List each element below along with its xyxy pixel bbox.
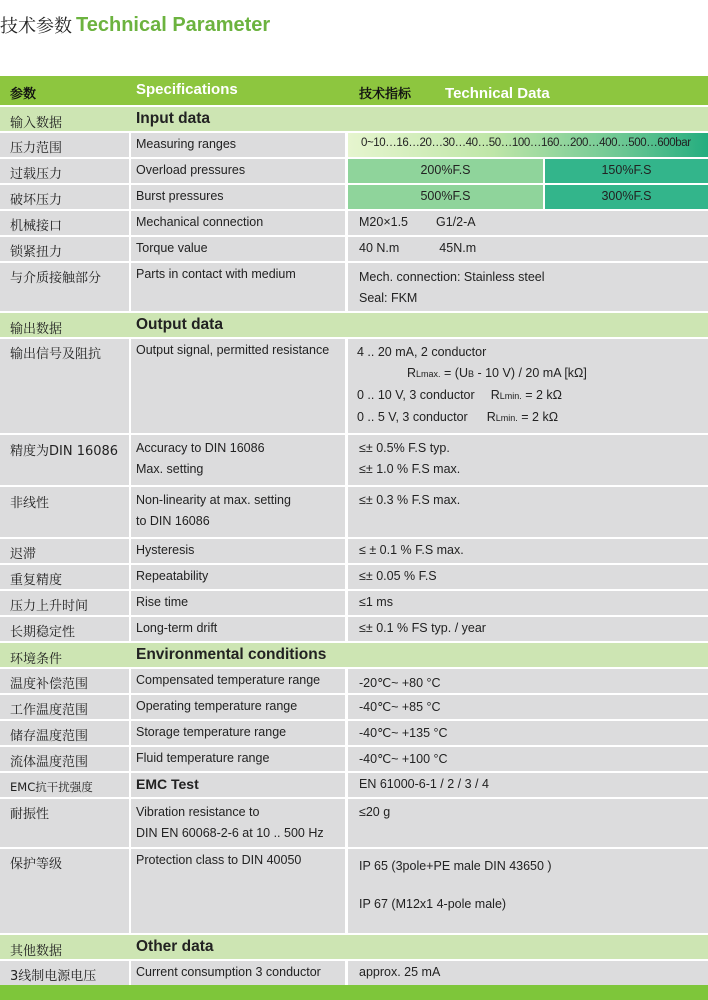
section-en: Output data (136, 316, 223, 333)
param-en: Burst pressures (131, 185, 345, 209)
header-technical-data (348, 76, 708, 105)
param-cn: 破坏压力 (0, 185, 129, 209)
value-1: ≤± 0.5% F.S typ. (359, 441, 450, 455)
header-tech-en: Technical Data (445, 85, 550, 102)
page-title-en: Technical Parameter (76, 13, 271, 36)
row-repeatability (0, 565, 708, 589)
row-operating-temperature (0, 695, 708, 719)
table-header-row (0, 76, 708, 105)
section-cn: 输入数据 (10, 116, 63, 131)
section-cn: 输出数据 (10, 322, 63, 337)
param-en: Vibration resistance to DIN EN 60068-2-6 at 10 .. 500 Hz (131, 799, 345, 847)
row-output-signal (0, 339, 708, 433)
value-cell: approx. 25 mA (348, 961, 708, 985)
param-cn: 非线性 (0, 487, 129, 537)
param-en: Mechanical connection (131, 211, 345, 235)
row-fluid-temperature (0, 747, 708, 771)
section-en: Environmental conditions (136, 646, 327, 663)
value-1: M20×1.5 (359, 215, 408, 229)
value-cell (348, 435, 708, 485)
signal-line-1: 4 .. 20 mA, 2 conductor (357, 345, 487, 359)
param-en: Hysteresis (131, 539, 345, 563)
param-cn: 流体温度范围 (0, 747, 129, 771)
row-long-term-drift (0, 617, 708, 641)
row-measuring-ranges (0, 133, 708, 157)
value-cell (348, 185, 708, 209)
signal-line-2: RLmax. = (UB - 10 V) / 20 mA [kΩ] (407, 366, 587, 380)
param-cn: 压力范围 (0, 133, 129, 157)
param-en: Torque value (131, 237, 345, 261)
value-2: Seal: FKM (359, 291, 418, 305)
value-cell: ≤1 ms (348, 591, 708, 615)
value-2: ≤± 1.0 % F.S max. (359, 462, 461, 476)
param-en: Non-linearity at max. setting to DIN 16086 (131, 487, 345, 537)
section-other-data (0, 935, 708, 959)
param-en: Parts in contact with medium (131, 263, 345, 311)
value-cell (348, 211, 708, 235)
param-en: Storage temperature range (131, 721, 345, 745)
value-1: ≤20 g (359, 805, 391, 819)
page-title-cn: 技术参数 (0, 16, 72, 37)
param-en: Fluid temperature range (131, 747, 345, 771)
param-cn: 锁紧扭力 (0, 237, 129, 261)
param-en: Output signal, permitted resistance (131, 339, 345, 433)
param-cn: 3线制电源电压 (0, 961, 129, 985)
param-cn: 输出信号及阻抗 (0, 339, 129, 433)
section-cn: 其他数据 (10, 944, 63, 959)
param-en: Repeatability (131, 565, 345, 589)
param-en: Accuracy to DIN 16086 Max. setting (131, 435, 345, 485)
value-1: Mech. connection: Stainless steel (359, 270, 545, 284)
value-2: 45N.m (439, 241, 477, 255)
param-cn: 保护等级 (0, 849, 129, 933)
param-cn: 与介质接触部分 (0, 263, 129, 311)
value-2: 300%F.S (545, 185, 708, 209)
section-input-data (0, 107, 708, 131)
param-en: Long-term drift (131, 617, 345, 641)
value-cell: ≤± 0.1 % FS typ. / year (348, 617, 708, 641)
header-param: 参数 (0, 76, 129, 105)
param-cn: EMC抗干扰强度 (0, 773, 129, 797)
section-environmental-conditions (0, 643, 708, 667)
value-cell: -40℃~ +85 °C (348, 695, 708, 719)
value-2: 150%F.S (545, 159, 708, 183)
param-en: Measuring ranges (131, 133, 345, 157)
value-cell (348, 339, 708, 433)
value-1: IP 65 (3pole+PE male DIN 43650 ) (359, 859, 552, 873)
param-cn: 迟滞 (0, 539, 129, 563)
row-hysteresis (0, 539, 708, 563)
signal-line-4: 0 .. 5 V, 3 conductor RLmin. = 2 kΩ (357, 410, 559, 424)
param-cn: 机械接口 (0, 211, 129, 235)
row-overload-pressures (0, 159, 708, 183)
param-cn: 温度补偿范围 (0, 669, 129, 693)
header-specifications: Specifications (136, 81, 238, 98)
header-tech-cn: 技术指标 (359, 86, 412, 101)
value-1: 40 N.m (359, 241, 400, 255)
row-vibration-resistance (0, 799, 708, 847)
value-cell (348, 263, 708, 311)
range-bar: 0~10…16…20…30…40…50…100…160…200…400…500…600bar (348, 133, 708, 157)
row-non-linearity (0, 487, 708, 537)
value-cell (348, 487, 708, 537)
section-en: Input data (136, 110, 211, 127)
value-cell: ≤± 0.05 % F.S (348, 565, 708, 589)
row-accuracy (0, 435, 708, 485)
row-protection-class (0, 849, 708, 933)
value-1: ≤± 0.3 % F.S max. (359, 493, 461, 507)
row-parts-in-contact (0, 263, 708, 311)
value-cell: -40℃~ +100 °C (348, 747, 708, 771)
param-en: Compensated temperature range (131, 669, 345, 693)
param-en: Operating temperature range (131, 695, 345, 719)
param-en: EMC Test (131, 773, 345, 797)
param-en: Overload pressures (131, 159, 345, 183)
row-storage-temperature (0, 721, 708, 745)
param-cn: 过载压力 (0, 159, 129, 183)
value-cell (348, 799, 708, 847)
param-cn: 压力上升时间 (0, 591, 129, 615)
signal-line-3: 0 .. 10 V, 3 conductor RLmin. = 2 kΩ (357, 388, 562, 402)
section-cn: 环境条件 (10, 652, 63, 667)
row-rise-time (0, 591, 708, 615)
value-cell: -40℃~ +135 °C (348, 721, 708, 745)
section-output-data (0, 313, 708, 337)
value-cell (348, 237, 708, 261)
row-torque-value (0, 237, 708, 261)
value-2: G1/2-A (436, 215, 476, 229)
param-cn: 耐振性 (0, 799, 129, 847)
value-cell (348, 849, 708, 933)
value-cell: ≤ ± 0.1 % F.S max. (348, 539, 708, 563)
param-cn: 长期稳定性 (0, 617, 129, 641)
value-cell (348, 133, 708, 157)
param-cn: 储存温度范围 (0, 721, 129, 745)
row-mechanical-connection (0, 211, 708, 235)
row-burst-pressures (0, 185, 708, 209)
param-cn: 工作温度范围 (0, 695, 129, 719)
param-en: Current consumption 3 conductor (131, 961, 345, 985)
param-en: Protection class to DIN 40050 (131, 849, 345, 933)
value-cell (348, 159, 708, 183)
param-cn: 精度为DIN 16086 (0, 435, 129, 485)
value-1: 500%F.S (348, 185, 543, 209)
section-en: Other data (136, 938, 214, 955)
value-cell: -20℃~ +80 °C (348, 669, 708, 693)
param-en: Rise time (131, 591, 345, 615)
row-compensated-temperature (0, 669, 708, 693)
footer-bar (0, 985, 708, 1000)
value-1: 200%F.S (348, 159, 543, 183)
page-header (0, 12, 270, 42)
value-cell: EN 61000-6-1 / 2 / 3 / 4 (348, 773, 708, 797)
row-emc-test (0, 773, 708, 797)
value-2: IP 67 (M12x1 4-pole male) (359, 897, 507, 911)
row-current-consumption (0, 961, 708, 985)
param-cn: 重复精度 (0, 565, 129, 589)
